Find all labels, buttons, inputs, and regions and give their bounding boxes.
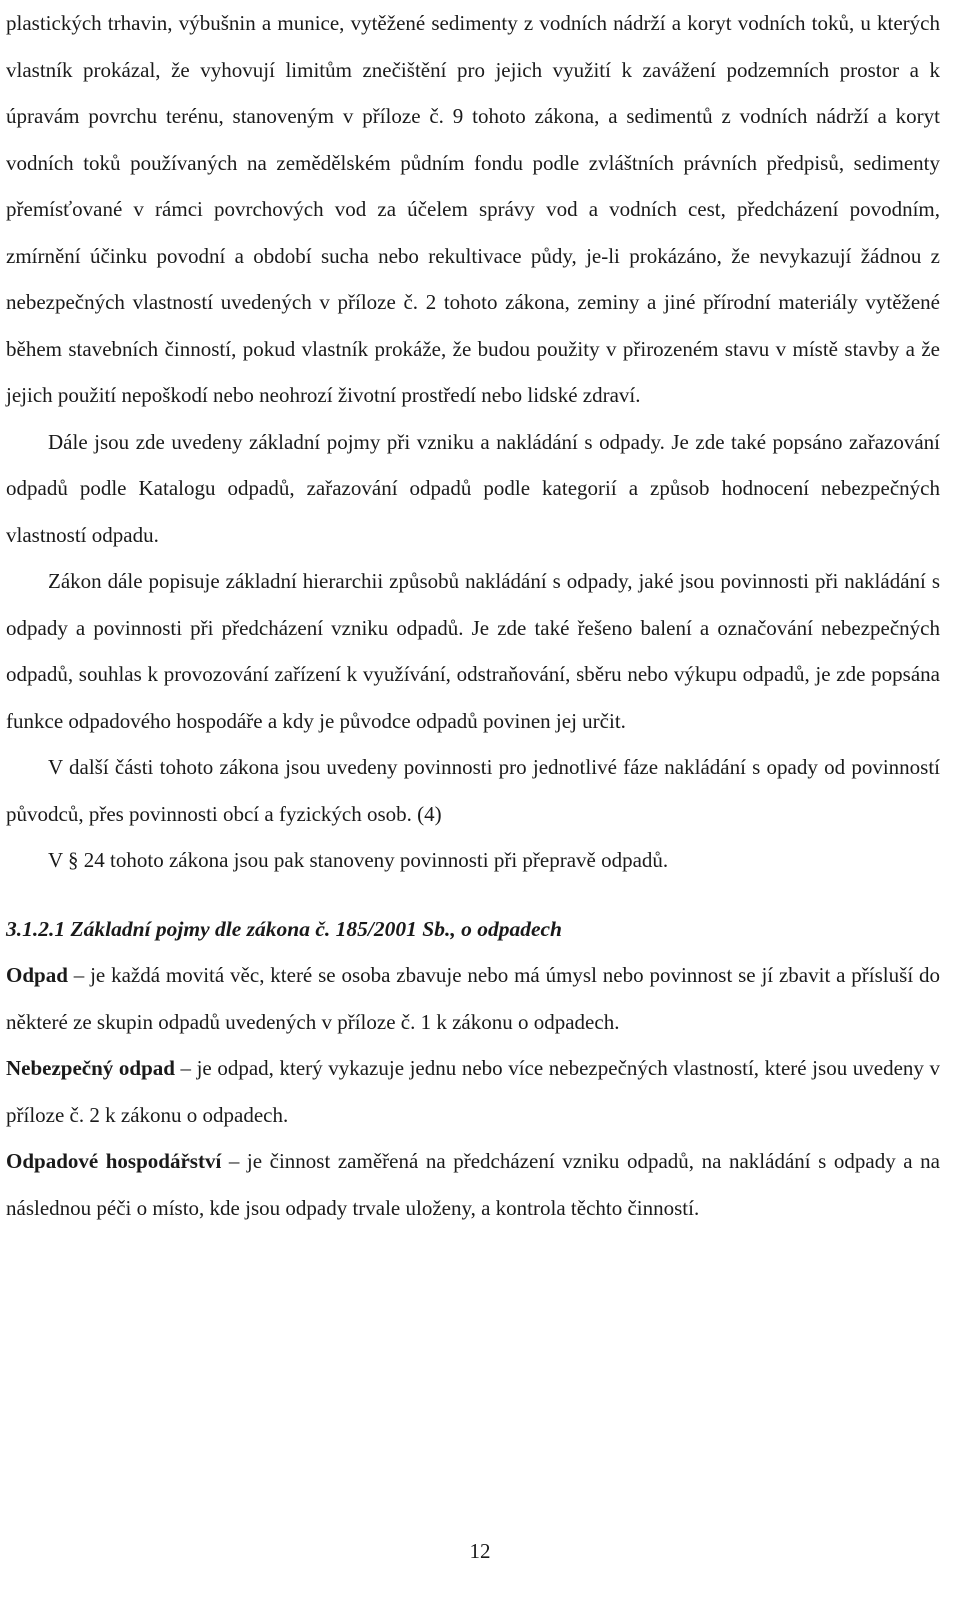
definition-text: – je činnost zaměřená na předcházení vzniku odpadů, na nakládání s odpady a na následnou péči o místo, kde jsou odpady trvale uloženy, a kontrola těchto činností.	[6, 1149, 940, 1220]
definition-waste	[6, 952, 940, 1045]
definition-term: Nebezpečný odpad	[6, 1056, 175, 1080]
definition-text: – je každá movitá věc, které se osoba zbavuje nebo má úmysl nebo povinnost se jí zbavit a přísluší do některé ze skupin odpadů uvedených v příloze č. 1 k zákonu o odpadech.	[6, 963, 940, 1034]
definition-text: – je odpad, který vykazuje jednu nebo více nebezpečných vlastností, které jsou uvedeny v příloze č. 2 k zákonu o odpadech.	[6, 1056, 940, 1127]
paragraph-continuation: plastických trhavin, výbušnin a munice, vytěžené sedimenty z vodních nádrží a koryt vodních toků, u kterých vlastník prokázal, že vyhovují limitům znečištění pro jejich využití k zavážení podzemních prostor a k úpravám povrchu terénu, stanoveným v příloze č. 9 tohoto zákona, a sedimentů z vodních nádrží a koryt vodních toků používaných na zemědělském půdním fondu podle zvláštních právních předpisů, sedimenty přemísťované v rámci povrchových vod za účelem správy vod a vodních cest, předcházení povodním, zmírnění účinku povodní a období sucha nebo rekultivace půdy, je-li prokázáno, že nevykazují žádnou z nebezpečných vlastností uvedených v příloze č. 2 tohoto zákona, zeminy a jiné přírodní materiály vytěžené během stavebních činností, pokud vlastník prokáže, že budou použity v přirozeném stavu v místě stavby a že jejich použití nepoškodí nebo neohrozí životní prostředí nebo lidské zdraví.	[6, 11, 940, 407]
document-page	[6, 0, 940, 1231]
definition-term: Odpad	[6, 963, 68, 987]
page-number: 12	[469, 1539, 491, 1563]
paragraph-obligations: V další části tohoto zákona jsou uvedeny povinnosti pro jednotlivé fáze nakládání s opady od povinností původců, přes povinnosti obcí a fyzických osob. (4)	[6, 755, 940, 826]
section-heading: 3.1.2.1 Základní pojmy dle zákona č. 185/2001 Sb., o odpadech	[6, 916, 563, 941]
paragraph-transport: V § 24 tohoto zákona jsou pak stanoveny povinnosti při přepravě odpadů.	[48, 848, 669, 872]
paragraph-hierarchy: Zákon dále popisuje základní hierarchii způsobů nakládání s odpady, jaké jsou povinnosti při nakládání s odpady a povinnosti při předcházení vzniku odpadů. Je zde také řešeno balení a označování nebezpečných odpadů, souhlas k provozování zařízení k využívání, odstraňování, sběru nebo výkupu odpadů, je zde popsána funkce odpadového hospodáře a kdy je původce odpadů povinen jej určit.	[6, 569, 940, 733]
section-spacer	[6, 884, 940, 906]
definition-waste-management	[6, 1138, 940, 1231]
definition-hazardous-waste	[6, 1045, 940, 1138]
paragraph-basic-terms: Dále jsou zde uvedeny základní pojmy při vzniku a nakládání s odpady. Je zde také popsáno zařazování odpadů podle Katalogu odpadů, zařazování odpadů podle kategorií a způsob hodnocení nebezpečných vlastností odpadu.	[6, 429, 940, 547]
definition-term: Odpadové hospodářství	[6, 1149, 222, 1173]
